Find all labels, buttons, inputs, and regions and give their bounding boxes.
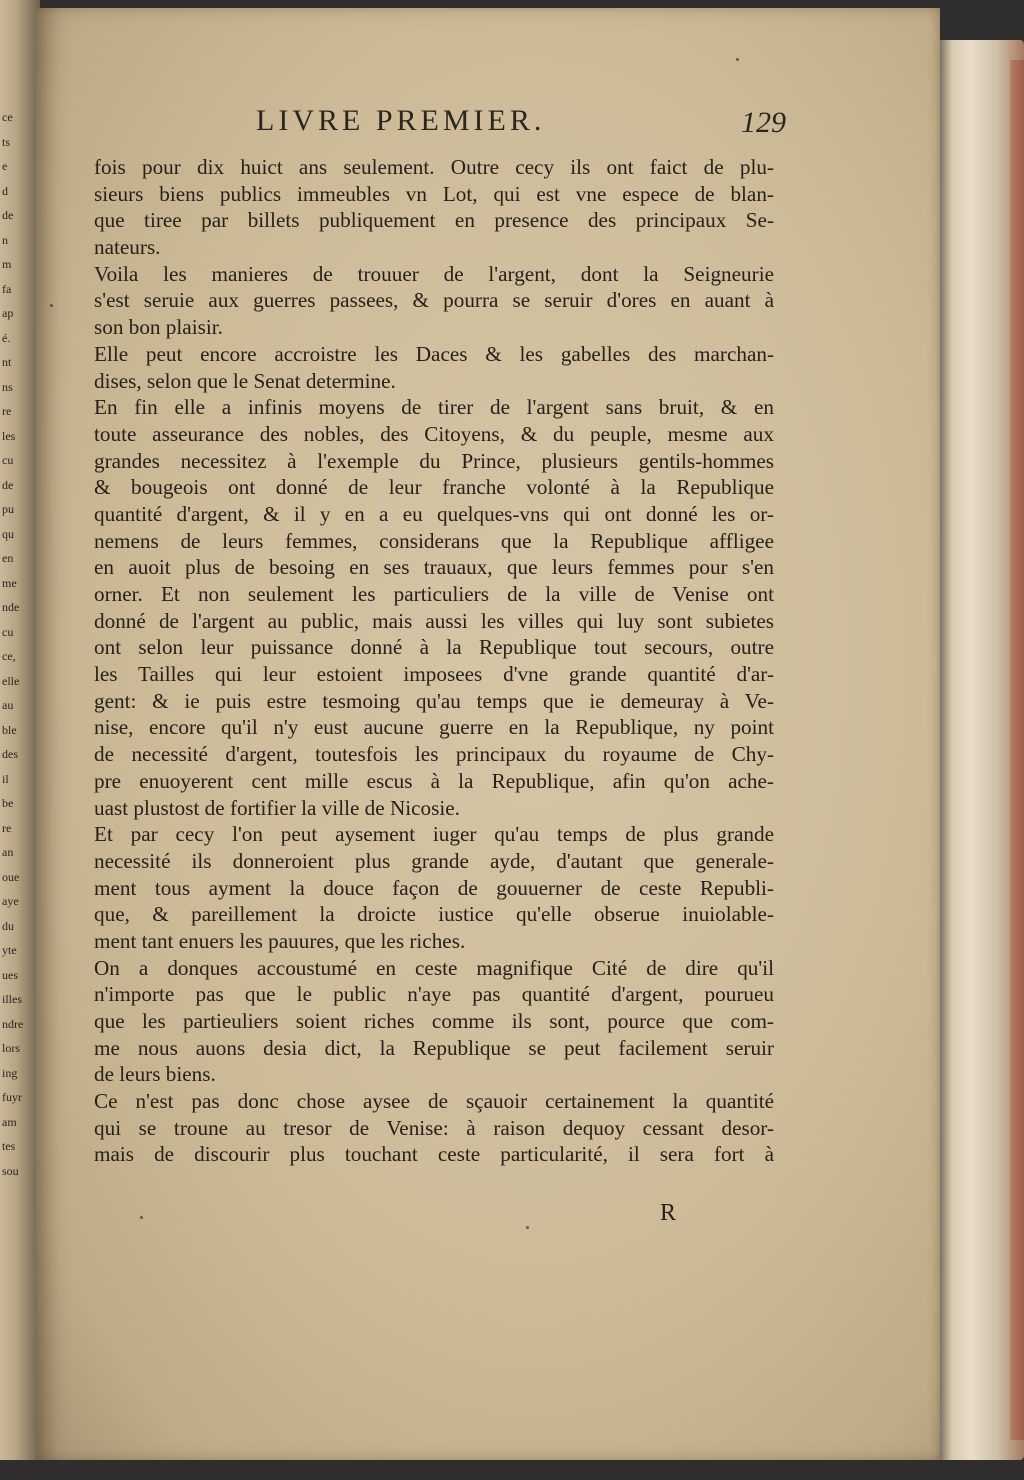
text-line: quantité d'argent, & il y en a eu quelques-vns qui ont donné les or- xyxy=(94,501,774,526)
facing-page-fragment: ce xyxy=(2,110,13,124)
text-line: Elle peut encore accroistre les Daces & les gabelles des marchan- xyxy=(94,341,774,366)
facing-page-fragment: au xyxy=(2,698,14,712)
text-line: Voila les manieres de trouuer de l'argent, dont la Seigneurie xyxy=(94,261,774,286)
text-line: de leurs biens. xyxy=(94,1062,216,1087)
facing-page-fragment: ns xyxy=(2,379,13,394)
paper-speck xyxy=(140,1216,143,1219)
text-line: nise, encore qu'il n'y eust aucune guerre en la Republique, ny point xyxy=(94,715,774,740)
facing-page-fragment: sou xyxy=(2,1163,19,1178)
paper-speck xyxy=(526,1226,529,1229)
text-line: s'est seruie aux guerres passees, & pourra se seruir d'ores en auant à xyxy=(94,288,774,313)
facing-page-fragment: cu xyxy=(2,624,14,639)
facing-page-fragment: e xyxy=(2,159,8,173)
text-line: sieurs biens publics immeubles vn Lot, qui est vne espece de blan- xyxy=(94,181,774,206)
facing-page-fragment: é. xyxy=(2,330,11,345)
text-line: Et par cecy l'on peut aysement iuger qu'au temps de plus grande xyxy=(94,822,774,847)
facing-page-fragment: d xyxy=(2,183,8,198)
text-line: que, & pareillement la droicte iustice qu'elle obserue inuiolable- xyxy=(94,902,774,927)
facing-page-fragment: tes xyxy=(2,1139,16,1153)
facing-page-fragment: re xyxy=(2,820,12,835)
text-line: gent: & ie puis estre tesmoing qu'au temps que ie demeuray à Ve- xyxy=(94,688,774,713)
text-line: de necessité d'argent, toutesfois les principaux du royaume de Chy- xyxy=(94,742,774,767)
book-page xyxy=(36,8,940,1460)
text-line: qui se troune au tresor de Venise: à raison dequoy cessant desor- xyxy=(94,1115,774,1140)
text-line: nemens de leurs femmes, considerans que la Republique affligee xyxy=(94,528,774,553)
text-line: ment tous ayment la douce façon de gouuerner de ceste Republi- xyxy=(94,875,774,900)
facing-page-fragment: n xyxy=(2,232,8,247)
text-line: que tiree par billets publiquement en presence des principaux Se- xyxy=(94,208,774,233)
paper-speck xyxy=(736,58,739,61)
text-line: ont selon leur puissance donné à la Republique tout secours, outre xyxy=(94,635,774,660)
facing-page-fragment: des xyxy=(2,747,18,761)
facing-page-fragment: en xyxy=(2,551,14,565)
text-line: en auoit plus de besoing en ses trauaux, que leurs femmes pour s'en xyxy=(94,555,774,580)
text-line: dises, selon que le Senat determine. xyxy=(94,368,396,393)
facing-page-fragment: cu xyxy=(2,453,14,467)
facing-page-fragment: elle xyxy=(2,673,20,688)
text-line: necessité ils donneroient plus grande ayde, d'autant que generale- xyxy=(94,848,774,873)
facing-page-fragment: aye xyxy=(2,894,19,908)
facing-page-fragment: ble xyxy=(2,722,17,737)
text-line: me nous auons desia dict, la Republique se peut facilement seruir xyxy=(94,1035,774,1060)
facing-page-edge xyxy=(0,0,40,1460)
text-line: que les partieuliers soient riches comme ils sont, pource que com- xyxy=(94,1009,774,1033)
text-line: ment tant enuers les pauures, que les riches. xyxy=(94,928,466,953)
signature-mark: R xyxy=(660,1200,677,1226)
facing-page-fragment: illes xyxy=(2,992,22,1006)
text-line: pre enuoyerent cent mille escus à la Republique, afin qu'on ache- xyxy=(94,768,774,793)
facing-page-fragment: an xyxy=(2,845,14,859)
facing-page-fragment: oue xyxy=(2,869,20,884)
facing-page-fragment: du xyxy=(2,918,14,933)
text-line: mais de discourir plus touchant ceste particularité, il sera fort à xyxy=(94,1142,774,1167)
page-number: 129 xyxy=(741,106,786,139)
text-line: grandes necessitez à l'exemple du Prince, plusieurs gentils-hommes xyxy=(94,448,774,473)
facing-page-fragment: fuyr xyxy=(2,1090,22,1104)
facing-page-fragment: pu xyxy=(2,502,14,516)
text-line: donné de l'argent au public, mais aussi les villes qui luy sont subietes xyxy=(94,608,774,633)
text-line: toute asseurance des nobles, des Citoyens, & du peuple, mesme aux xyxy=(94,421,774,446)
paper-speck xyxy=(50,304,53,307)
facing-page-fragment: ap xyxy=(2,306,14,320)
facing-page-fragment: ce, xyxy=(2,649,16,663)
facing-page-fragment: nde xyxy=(2,600,20,614)
facing-page-fragment: be xyxy=(2,796,14,810)
text-line: On a donques accoustumé en ceste magnifique Cité de dire qu'il xyxy=(94,955,774,980)
facing-page-fragment: yte xyxy=(2,943,17,957)
facing-page-fragment: m xyxy=(2,257,12,271)
facing-page-fragment: de xyxy=(2,477,14,492)
facing-page-fragment: ues xyxy=(2,967,18,982)
facing-page-fragment: fa xyxy=(2,281,12,296)
text-line: son bon plaisir. xyxy=(94,315,223,340)
running-head: LIVRE PREMIER. xyxy=(256,104,546,137)
text-line: nateurs. xyxy=(94,235,161,260)
text-line: & bougeois ont donné de leur franche volonté à la Republique xyxy=(94,475,774,500)
facing-page-fragment: lors xyxy=(2,1041,20,1055)
page-body xyxy=(94,154,774,1168)
facing-page-fragment: ndre xyxy=(2,1016,24,1031)
facing-page-fragment: nt xyxy=(2,355,12,369)
book-edge-red xyxy=(1010,60,1024,1440)
text-line: les Tailles qui leur estoient imposees d'vne grande quantité d'ar- xyxy=(94,662,774,687)
facing-page-fragment: am xyxy=(2,1114,17,1129)
facing-page-fragment: ts xyxy=(2,134,11,149)
facing-page-fragment: ing xyxy=(2,1065,18,1080)
text-line: fois pour dix huict ans seulement. Outre cecy ils ont faict de plu- xyxy=(94,155,774,179)
text-line: n'importe pas que le public n'aye pas quantité d'argent, pourueu xyxy=(94,982,774,1007)
text-line: Ce n'est pas donc chose aysee de sçauoir certainement la quantité xyxy=(94,1089,774,1114)
facing-page-fragment: les xyxy=(2,428,16,443)
facing-page-fragment: qu xyxy=(2,526,14,541)
facing-page-fragment: de xyxy=(2,208,14,222)
facing-page-fragment: me xyxy=(2,575,17,590)
text-line: uast plustost de fortifier la ville de Nicosie. xyxy=(94,795,460,820)
text-line: orner. Et non seulement les particuliers de la ville de Venise ont xyxy=(94,582,774,606)
text-line: En fin elle a infinis moyens de tirer de l'argent sans bruit, & en xyxy=(94,395,774,420)
facing-page-fragment: re xyxy=(2,404,12,418)
facing-page-fragment: il xyxy=(2,771,9,786)
